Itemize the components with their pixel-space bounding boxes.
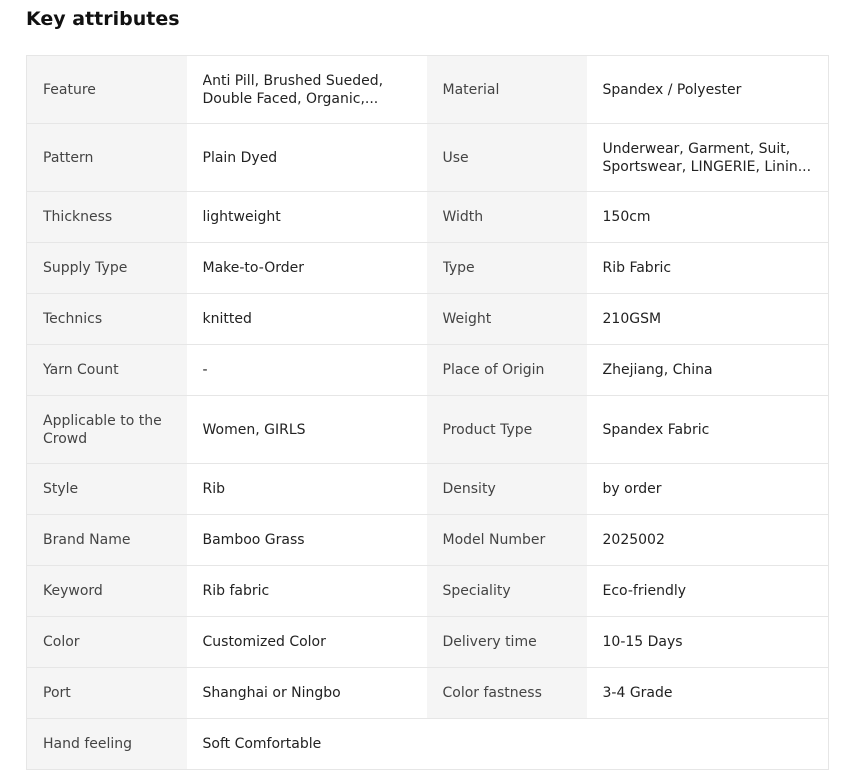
attribute-value: - [187,345,427,396]
attribute-label: Delivery time [427,617,587,668]
attribute-value: Eco-friendly [587,566,829,617]
attribute-label: Width [427,192,587,243]
attribute-label: Speciality [427,566,587,617]
attribute-label: Pattern [27,124,187,192]
attribute-label: Type [427,243,587,294]
table-row [27,345,829,396]
attribute-value: Shanghai or Ningbo [187,668,427,719]
table-row [27,617,829,668]
attribute-value: Zhejiang, China [587,345,829,396]
attribute-label: Applicable to the Crowd [27,396,187,464]
attribute-label: Feature [27,56,187,124]
table-row [27,56,829,124]
attribute-label: Supply Type [27,243,187,294]
attribute-value: lightweight [187,192,427,243]
attribute-value: Rib fabric [187,566,427,617]
table-row [27,124,829,192]
attribute-label: Yarn Count [27,345,187,396]
attribute-label: Density [427,464,587,515]
attribute-value: 150cm [587,192,829,243]
attribute-label: Keyword [27,566,187,617]
table-row [27,719,829,770]
attribute-label: Model Number [427,515,587,566]
attribute-value: Women, GIRLS [187,396,427,464]
attribute-value: Make-to-Order [187,243,427,294]
attribute-label: Color [27,617,187,668]
attribute-label: Style [27,464,187,515]
attribute-value: 10-15 Days [587,617,829,668]
attribute-value: Spandex Fabric [587,396,829,464]
attribute-value: Anti Pill, Brushed Sueded, Double Faced, Organic,... [187,56,427,124]
attribute-label: Hand feeling [27,719,187,770]
attribute-value: Rib [187,464,427,515]
attribute-value: Customized Color [187,617,427,668]
attribute-label: Place of Origin [427,345,587,396]
attribute-value: Bamboo Grass [187,515,427,566]
table-row [27,668,829,719]
table-row [27,243,829,294]
table-row [27,515,829,566]
attribute-value: Spandex / Polyester [587,56,829,124]
attribute-value: Rib Fabric [587,243,829,294]
section-title: Key attributes [26,8,180,30]
table-row [27,294,829,345]
attributes-body [27,56,829,770]
attribute-label: Port [27,668,187,719]
empty-cell [587,719,829,770]
attribute-value: Plain Dyed [187,124,427,192]
key-attributes-table [26,55,829,770]
attribute-value: 210GSM [587,294,829,345]
attribute-value: knitted [187,294,427,345]
table-row [27,192,829,243]
table-row [27,566,829,617]
attribute-value: Underwear, Garment, Suit, Sportswear, LINGERIE, Linin... [587,124,829,192]
attribute-value: Soft Comfortable [187,719,427,770]
empty-cell [427,719,587,770]
attribute-label: Brand Name [27,515,187,566]
attribute-value: by order [587,464,829,515]
attribute-value: 2025002 [587,515,829,566]
attribute-label: Color fastness [427,668,587,719]
attribute-value: 3-4 Grade [587,668,829,719]
table-row [27,464,829,515]
attribute-label: Thickness [27,192,187,243]
attribute-label: Technics [27,294,187,345]
table-row [27,396,829,464]
attribute-label: Product Type [427,396,587,464]
attribute-label: Material [427,56,587,124]
attribute-label: Weight [427,294,587,345]
attribute-label: Use [427,124,587,192]
